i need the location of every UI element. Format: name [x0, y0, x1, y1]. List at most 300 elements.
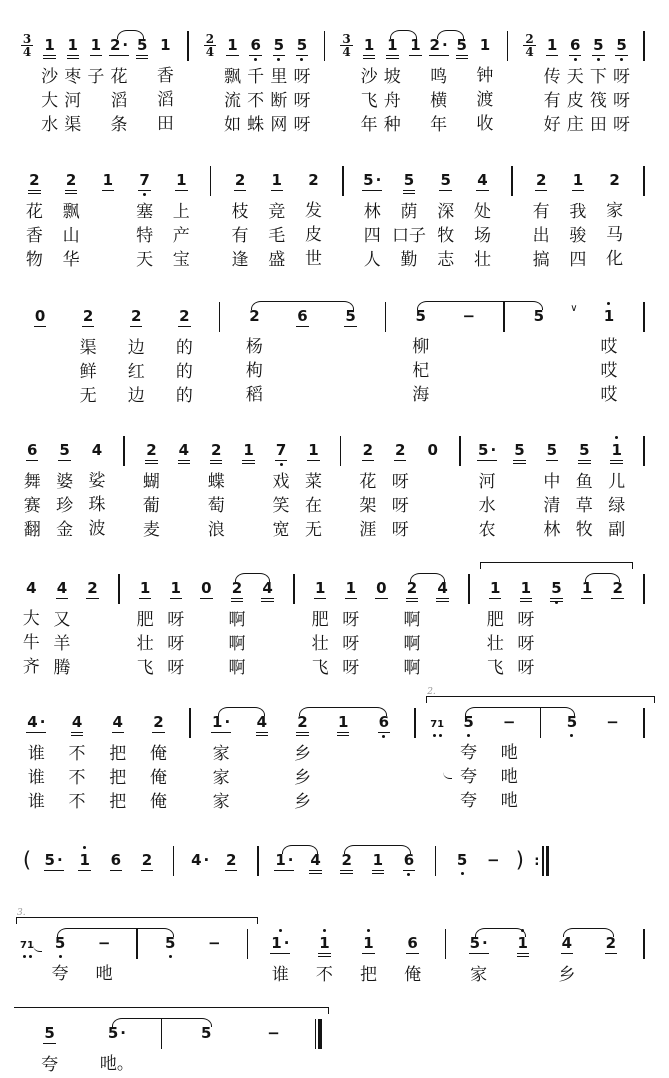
- note: [480, 572, 511, 680]
- lyric-syllable: 呀: [613, 115, 631, 135]
- lyric-syllable: 花: [110, 67, 128, 87]
- barline: [530, 706, 552, 815]
- note-number: 5: [200, 1024, 212, 1042]
- lyric-syllable: 下: [589, 67, 607, 87]
- time-signature-fraction: [523, 33, 535, 58]
- meter-denominator: 4: [205, 45, 215, 59]
- lyric-syllable: 河: [478, 472, 496, 492]
- barline: [208, 300, 230, 409]
- lyrics-column: [89, 469, 106, 541]
- note: [457, 927, 501, 987]
- lyrics-column: [567, 65, 584, 137]
- augmentation-dot: ·: [287, 851, 294, 869]
- lyric-syllable: 哎: [600, 361, 618, 381]
- lyric-syllable: 勤: [400, 250, 418, 270]
- lyrics-column: [246, 335, 263, 407]
- octave-dot-low-row: [433, 732, 442, 738]
- note-number: 5: [54, 934, 66, 952]
- barline: [332, 164, 354, 273]
- lyric-syllable: 把: [360, 965, 377, 985]
- lyrics-column: [316, 963, 333, 987]
- note: [560, 164, 597, 272]
- music-system-9: [16, 1002, 329, 1078]
- time-signature-fraction: [21, 33, 33, 58]
- repeat-barline: [531, 844, 553, 878]
- lyrics-column: [608, 470, 625, 542]
- lyric-syllable: 呀: [391, 520, 409, 540]
- volta-bracket: [600, 562, 633, 569]
- lyric-syllable: 在: [304, 496, 322, 516]
- lyric-syllable: 塞: [136, 202, 154, 222]
- note-number: 7: [139, 171, 150, 189]
- note-number: 1: [170, 579, 181, 597]
- barline-stroke: [161, 1019, 163, 1049]
- lyrics-column: [479, 470, 496, 542]
- lyric-syllable: 壮: [473, 250, 491, 270]
- grace-notes: 71: [430, 719, 445, 730]
- lyrics-column: [487, 608, 504, 680]
- lyric-syllable: 家: [470, 965, 488, 985]
- open-paren-glyph: (: [22, 848, 32, 872]
- duration-dash: −: [462, 307, 476, 325]
- lyric-syllable: 呀: [167, 658, 185, 678]
- lyric-syllable: 呀: [342, 634, 360, 654]
- lyric-syllable: 夸: [460, 767, 478, 787]
- lyric-syllable: 田: [589, 115, 607, 135]
- lyric-syllable: 竞: [268, 202, 286, 222]
- lyric-syllable: 化: [606, 249, 624, 269]
- octave-dot-low-row: [280, 461, 283, 467]
- note-number: 5: [579, 441, 590, 459]
- note-number: 4 ·: [191, 851, 210, 869]
- octave-dot-low-row: [59, 953, 62, 959]
- note-number: 5: [164, 934, 176, 952]
- note-number: 1: [372, 851, 384, 869]
- note-number: 5 ·: [478, 441, 497, 459]
- lyrics-column: [590, 65, 607, 137]
- lyric-syllable: 乡: [293, 792, 311, 812]
- octave-dot-low: [300, 58, 303, 61]
- lyric-syllable: 边: [127, 338, 145, 358]
- volta-bracket: [234, 917, 258, 924]
- note-number: 4: [71, 713, 83, 731]
- lyric-syllable: 吔。: [99, 1054, 134, 1074]
- duration-dash: −: [207, 934, 221, 952]
- note: [107, 29, 130, 137]
- meter-numerator: 2: [205, 32, 215, 46]
- music-system-8: [16, 908, 655, 988]
- note: [515, 300, 563, 407]
- note: [564, 29, 587, 137]
- octave-dot-low-row: [23, 953, 32, 959]
- lyrics-column: [460, 741, 477, 813]
- lyrics-column: [272, 963, 289, 987]
- note: [97, 706, 138, 814]
- lyric-syllable: 逢: [231, 250, 249, 270]
- note-number: 1: [139, 579, 151, 597]
- note-number: 2: [179, 307, 190, 325]
- augmentation-dot: ·: [482, 934, 488, 952]
- note-number: 2 ·: [429, 36, 448, 54]
- note: [397, 572, 428, 680]
- duration-dash: −: [606, 713, 619, 731]
- note-number: 2: [146, 441, 157, 459]
- lyric-syllable: 又: [53, 610, 71, 630]
- lyric-syllable: 呀: [167, 634, 185, 654]
- lyric-syllable: 葡: [142, 496, 160, 516]
- volta-bracket: [190, 917, 238, 924]
- lyric-syllable: 飘: [62, 202, 80, 222]
- lyric-syllable: 产: [172, 226, 190, 246]
- augmentation-dot: ·: [120, 1024, 126, 1042]
- note-number: 4: [91, 441, 103, 459]
- lyric-syllable: 儿: [608, 472, 626, 492]
- lyric-syllable: 盛: [268, 250, 286, 270]
- octave-dot-low: [254, 58, 257, 61]
- note-number: 1: [308, 441, 319, 459]
- note-number: 5: [551, 579, 562, 597]
- meter-denominator: 4: [525, 45, 534, 59]
- lyric-syllable: 呀: [293, 91, 311, 111]
- note-number: 5: [44, 1024, 55, 1042]
- duration-dash: −: [486, 851, 500, 869]
- lyric-syllable: 稻: [245, 385, 263, 405]
- lyric-syllable: 夸: [41, 1055, 59, 1075]
- lyric-syllable: 花: [359, 472, 377, 492]
- note-number: 1: [490, 579, 501, 597]
- lyric-syllable: 渡: [476, 90, 494, 110]
- note: [230, 300, 278, 407]
- note-number: 2: [535, 171, 547, 189]
- lyrics-column: [26, 200, 43, 272]
- note: [552, 706, 593, 813]
- lyrics-column: [342, 608, 359, 680]
- note-number: 5 ·: [363, 171, 382, 189]
- octave-dot-low: [574, 58, 577, 61]
- augmentation-dot: ·: [441, 36, 448, 54]
- octave-dot-low-row: [143, 191, 146, 197]
- lyrics-column: [273, 470, 290, 542]
- lyric-syllable: 蝴: [142, 472, 160, 492]
- lyrics-column: [28, 742, 45, 814]
- lyric-syllable: 杨: [245, 337, 263, 357]
- lyric-syllable: 香: [25, 226, 43, 246]
- note: [602, 572, 633, 680]
- octave-dot-low: [143, 193, 146, 196]
- lyric-syllable: 牧: [437, 226, 455, 246]
- note-number: 2: [226, 851, 237, 869]
- lyric-syllable: 呀: [517, 610, 535, 630]
- barline-stroke: [643, 929, 645, 959]
- lyrics-column: [64, 65, 81, 137]
- lyric-syllable: 横: [430, 91, 448, 111]
- lyric-syllable: 俺: [149, 768, 167, 788]
- note: [346, 927, 390, 987]
- barline: [151, 1017, 173, 1078]
- note-number: 6: [570, 36, 581, 54]
- note: [391, 927, 435, 987]
- lyric-syllable: 香: [156, 66, 174, 86]
- note-number: 5: [403, 171, 415, 189]
- note: [523, 164, 560, 272]
- note-number: 2: [141, 851, 153, 869]
- time-signature: [336, 29, 358, 139]
- note: [38, 927, 82, 986]
- lyrics-column: [247, 65, 264, 137]
- lyric-syllable: 人: [363, 250, 381, 270]
- note: [448, 706, 489, 813]
- note-number: 1: [546, 36, 558, 54]
- octave-dot-low: [620, 58, 623, 61]
- barline-stroke: [173, 846, 175, 876]
- lyric-syllable: 河: [64, 91, 82, 111]
- note: [100, 844, 131, 877]
- note: [362, 844, 393, 877]
- lyric-syllable: 物: [25, 250, 43, 270]
- lyrics-column: [213, 742, 230, 814]
- note: [38, 844, 69, 877]
- octave-dot-low: [467, 734, 470, 737]
- note-number: 5: [456, 851, 468, 869]
- note-number: 1: [176, 171, 187, 189]
- note-number: 5 ·: [469, 934, 488, 952]
- volta-label: 3.: [17, 908, 26, 918]
- note-number: 5: [533, 307, 545, 325]
- lyric-syllable: 夸: [460, 791, 478, 811]
- lyric-syllable: 口子: [391, 226, 426, 246]
- note: [327, 300, 375, 408]
- note: [302, 927, 346, 987]
- note-number: 5: [345, 307, 356, 325]
- volta-bracket: [590, 696, 635, 703]
- meter-numerator: 2: [525, 32, 534, 46]
- lyric-syllable: 啊: [228, 610, 246, 630]
- volta-bracket: [124, 917, 150, 924]
- close-paren: [509, 844, 531, 878]
- augmentation-dot: ·: [203, 851, 210, 869]
- music-system-5: [16, 557, 655, 681]
- lyrics-column: [543, 470, 560, 542]
- duration-dash: −: [502, 713, 516, 731]
- note-number: 1 ·: [212, 713, 231, 731]
- note: [354, 164, 391, 272]
- lyric-syllable: 有: [231, 226, 249, 246]
- lyrics-column: [293, 65, 310, 137]
- barline-stroke: [643, 436, 645, 466]
- note: [473, 29, 496, 136]
- barline-stroke: [503, 302, 505, 332]
- volta-bracket: [539, 562, 574, 569]
- note-number: 2: [395, 441, 406, 459]
- lyric-syllable: 乡: [558, 965, 576, 985]
- octave-dot-high: [323, 929, 326, 932]
- barline: [449, 434, 471, 543]
- barline-stroke: [643, 302, 645, 332]
- lyric-syllable: 戏: [272, 472, 290, 492]
- note-number: 2: [211, 441, 222, 459]
- note: [53, 164, 90, 272]
- note-number: 1: [363, 36, 375, 54]
- lyric-syllable: 壮: [311, 634, 329, 654]
- note: [427, 164, 464, 272]
- lyric-syllable: 蛛: [247, 115, 265, 135]
- barline-stroke: [459, 436, 461, 466]
- octave-dot-low: [59, 955, 62, 958]
- augmentation-dot: ·: [56, 851, 63, 869]
- lyric-syllable: 笑: [272, 496, 290, 516]
- volta-bracket: [238, 1007, 309, 1014]
- lyric-syllable: 飞: [360, 91, 378, 111]
- note: [216, 844, 247, 877]
- lyric-syllable: 如: [224, 115, 242, 135]
- note: [267, 29, 290, 137]
- lyric-syllable: 飞: [311, 658, 329, 678]
- lyric-syllable: 世: [305, 249, 322, 269]
- lyric-syllable: 夸: [51, 964, 69, 984]
- meter-numerator: 3: [22, 32, 32, 46]
- barline: [633, 927, 655, 988]
- lyric-syllable: 海: [412, 385, 430, 405]
- note: [138, 706, 179, 814]
- note-number: 1: [387, 36, 398, 54]
- lyric-syllable: 腾: [53, 658, 71, 678]
- note: [265, 434, 297, 542]
- lyric-syllable: 呀: [613, 91, 631, 111]
- note-number: 1: [102, 171, 114, 189]
- note: [447, 844, 478, 876]
- note-number: 5: [463, 713, 474, 731]
- note-number: 1 ·: [271, 934, 290, 952]
- lyric-syllable: 坡: [383, 67, 401, 87]
- lyrics-column: [404, 963, 421, 987]
- volta-bracket: [480, 562, 513, 569]
- note-number: 1: [243, 441, 254, 459]
- lyric-syllable: 赛: [23, 496, 41, 516]
- lyric-syllable: 林: [363, 202, 381, 222]
- note: [154, 29, 177, 136]
- octave-dot-low-row: [300, 56, 303, 62]
- lyric-syllable: 呀: [167, 610, 185, 630]
- lyric-syllable: 渠: [79, 338, 97, 358]
- music-system-7: [16, 829, 553, 878]
- lyrics-column: [392, 470, 409, 542]
- lyrics-column: [96, 962, 113, 986]
- note: [450, 29, 473, 137]
- lyric-syllable: 飘: [224, 67, 242, 87]
- lyric-syllable: 上: [172, 202, 190, 222]
- note: [221, 29, 244, 137]
- note: [295, 164, 332, 271]
- note: [589, 927, 633, 987]
- lyrics-column: [305, 470, 322, 542]
- lyrics-column: [569, 200, 586, 272]
- barline-stroke: [643, 574, 645, 604]
- note-number: 1: [517, 934, 528, 952]
- note: [278, 300, 326, 408]
- octave-dot-low: [433, 734, 436, 737]
- lyric-syllable: 场: [473, 226, 491, 246]
- barline: [126, 927, 148, 988]
- lyric-syllable: 枝: [231, 202, 249, 222]
- lyrics-column: [41, 1053, 58, 1077]
- note-number: 6: [407, 934, 418, 952]
- note: [366, 572, 397, 680]
- note: [252, 572, 283, 680]
- note: [130, 572, 161, 680]
- barline: [633, 706, 655, 815]
- volta-bracket: [146, 917, 194, 924]
- note: [305, 572, 336, 680]
- note-number: 6: [297, 307, 308, 325]
- lyrics-column: [111, 65, 128, 137]
- note-number: 0: [427, 441, 438, 459]
- lyric-syllable: 鱼: [575, 472, 593, 492]
- note-number: 4: [310, 851, 321, 869]
- note-number: 5: [59, 441, 70, 459]
- lyric-syllable: 呀: [293, 115, 311, 135]
- lyrics-column: [80, 336, 97, 408]
- barline-stroke: [340, 436, 342, 466]
- lyrics-column: [23, 607, 40, 679]
- lyric-syllable: 呀: [517, 658, 535, 678]
- lyric-syllable: 枸: [245, 361, 263, 381]
- note: [222, 572, 253, 680]
- lyric-syllable: 边: [127, 386, 145, 406]
- note: [568, 434, 600, 542]
- lyric-syllable: 呀: [517, 634, 535, 654]
- lyrics-column: [470, 963, 487, 987]
- note-number: 6: [250, 36, 261, 54]
- lyric-syllable: 呀: [391, 472, 409, 492]
- breath-mark: ∨: [570, 303, 578, 314]
- note-number: 4: [561, 934, 573, 952]
- note-number: 2: [308, 171, 319, 189]
- barline: [435, 927, 457, 988]
- duration-dash: [82, 927, 126, 986]
- lyric-syllable: 年: [430, 115, 448, 135]
- lyric-syllable: 农: [478, 520, 496, 540]
- note-number: 2: [297, 713, 308, 731]
- lyrics-column: [143, 470, 160, 542]
- note-number: 1: [363, 934, 374, 952]
- lyric-syllable: 羊: [53, 634, 71, 654]
- octave-dot-low: [29, 955, 32, 958]
- lyrics-column: [228, 608, 245, 680]
- lyric-syllable: 肥: [136, 610, 154, 630]
- barline-stroke: [136, 929, 138, 959]
- lyric-syllable: 流: [224, 91, 242, 111]
- barline: [633, 300, 655, 409]
- lyric-syllable: 渠: [64, 115, 82, 135]
- lyric-syllable: 钟: [476, 66, 494, 86]
- volta-bracket: [528, 696, 554, 703]
- octave-dot-low: [23, 955, 26, 958]
- note-number: 4: [256, 713, 267, 731]
- lyric-syllable: 舞: [23, 472, 41, 492]
- note: [384, 434, 416, 542]
- note-number: 2 ·: [109, 36, 129, 54]
- octave-dot-low: [277, 58, 280, 61]
- volta-bracket: [631, 696, 655, 703]
- note-number: 4 ·: [27, 713, 46, 731]
- note-number: 5: [456, 36, 467, 54]
- note-number: 1: [603, 307, 615, 325]
- lyric-syllable: 的: [175, 362, 193, 382]
- note: [69, 844, 100, 877]
- barline: [404, 706, 426, 815]
- note: [323, 706, 364, 814]
- lyric-syllable: 庄: [566, 115, 584, 135]
